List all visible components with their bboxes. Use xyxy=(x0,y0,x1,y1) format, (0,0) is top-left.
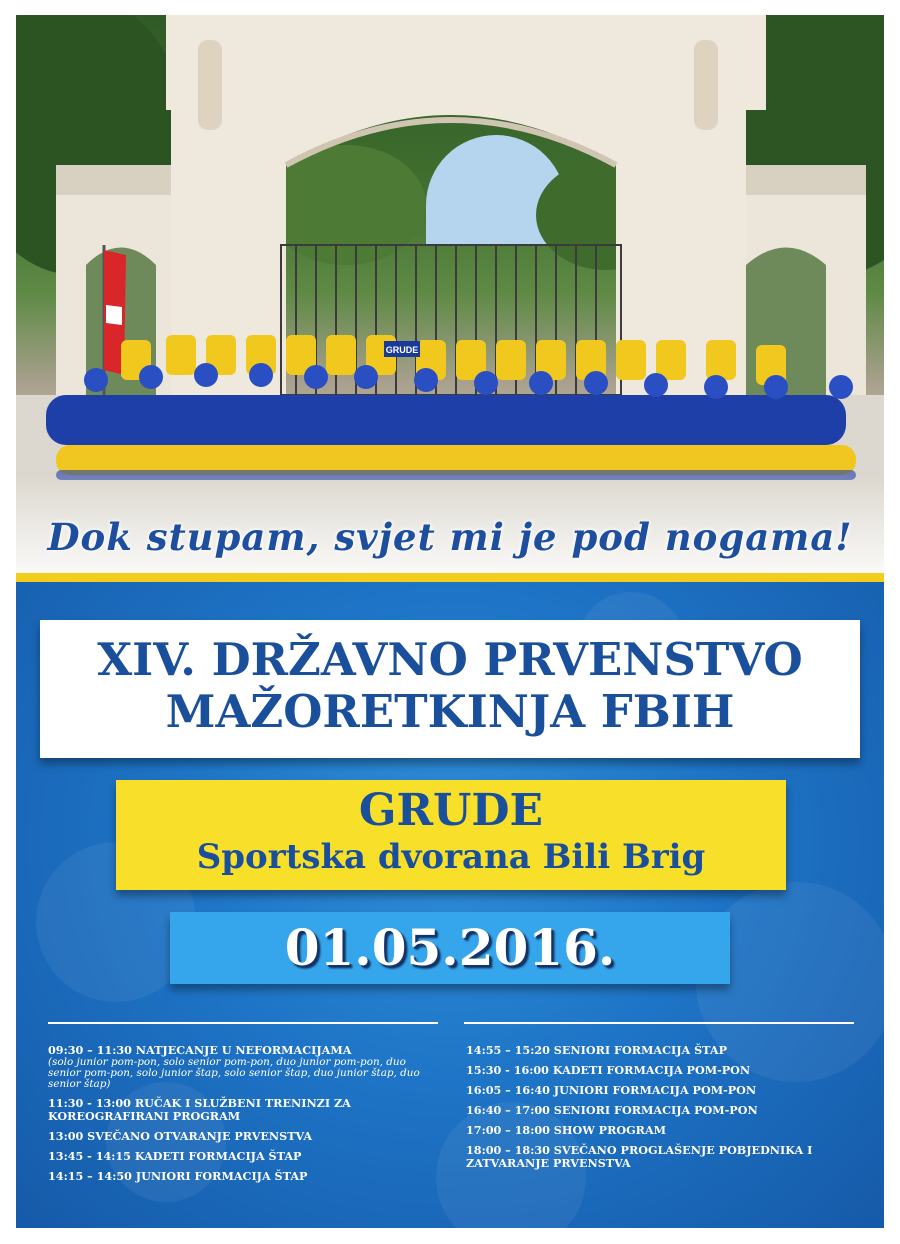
schedule-right-column xyxy=(466,1044,856,1177)
poster-photo xyxy=(16,15,884,573)
schedule-item: 17:00 – 18:00 SHOW PROGRAM xyxy=(466,1123,667,1137)
schedule-item: 15:30 - 16:00 KADETI FORMACIJA POM-PON xyxy=(466,1063,751,1077)
schedule-item: 14:55 – 15:20 SENIORI FORMACIJA ŠTAP xyxy=(466,1043,727,1057)
title-line-1: XIV. DRŽAVNO PRVENSTVO xyxy=(97,633,803,686)
schedule-item: 13:45 - 14:15 KADETI FORMACIJA ŠTAP xyxy=(48,1149,302,1163)
event-date: 01.05.2016. xyxy=(284,918,616,977)
park-gate-illustration xyxy=(16,15,884,573)
schedule-item: 09:30 – 11:30 NATJECANJE U NEFORMACIJAMA (solo junior pom-pon, solo senior pom-pon, duo junior pom-pon, duo senior pom-pon, solo junior štap, solo senior štap, duo junior štap, duo senior štap) xyxy=(48,1044,428,1090)
schedule-item: 11:30 - 13:00 RUČAK I SLUŽBENI TRENINZI ZA KOREOGRAFIRANI PROGRAM xyxy=(48,1096,351,1123)
venue-panel xyxy=(116,780,786,890)
slogan: Dok stupam, svjet mi je pod nogama! xyxy=(47,515,853,559)
schedule-divider-left xyxy=(48,1022,438,1024)
schedule-divider-right xyxy=(464,1022,854,1024)
schedule-item: 18:00 – 18:30 SVEČANO PROGLAŠENJE POBJEDNIKA I ZATVARANJE PRVENSTVA xyxy=(466,1143,813,1170)
schedule-item: 14:15 – 14:50 JUNIORI FORMACIJA ŠTAP xyxy=(48,1169,308,1183)
yellow-divider xyxy=(16,573,884,582)
photo-banner-text: GRUDE xyxy=(385,345,419,355)
schedule-item: 16:40 – 17:00 SENIORI FORMACIJA POM-PON xyxy=(466,1103,758,1117)
venue-city: GRUDE xyxy=(358,785,544,836)
schedule-item: 13:00 SVEČANO OTVARANJE PRVENSTVA xyxy=(48,1129,313,1143)
title-line-2: MAŽORETKINJA FBIH xyxy=(165,685,735,738)
schedule-item-note: (solo junior pom-pon, solo senior pom-pon, duo junior pom-pon, duo senior pom-pon, solo junior štap, solo senior štap, duo junior štap, duo senior štap) xyxy=(48,1056,420,1090)
schedule-left-column xyxy=(48,1044,428,1190)
venue-hall: Sportska dvorana Bili Brig xyxy=(196,837,706,877)
title-panel xyxy=(40,620,860,758)
date-panel xyxy=(170,912,730,984)
schedule-item: 16:05 – 16:40 JUNIORI FORMACIJA POM-PON xyxy=(466,1083,757,1097)
